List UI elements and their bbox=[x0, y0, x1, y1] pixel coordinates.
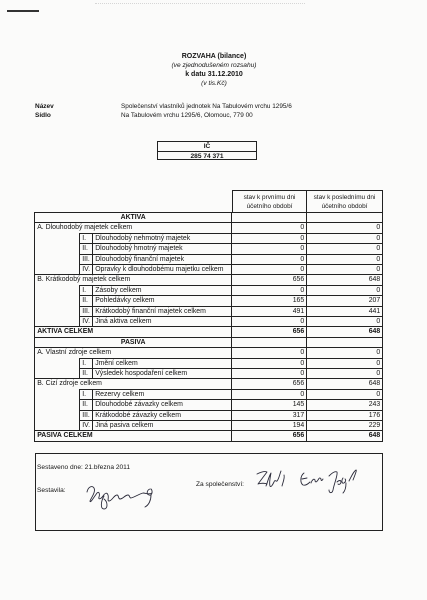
ic-box bbox=[157, 141, 257, 160]
section-heading: AKTIVA bbox=[35, 212, 232, 222]
indent-spacer bbox=[35, 368, 80, 378]
value-empty-start bbox=[232, 337, 307, 347]
item-numeral: I. bbox=[80, 233, 93, 243]
header-end-line1: stav k poslednímu dni bbox=[313, 193, 376, 201]
group-value-start: 656 bbox=[232, 378, 307, 388]
indent-spacer bbox=[35, 410, 80, 420]
currency-units: (v tis.Kč) bbox=[201, 80, 227, 87]
item-value-end: 0 bbox=[307, 368, 383, 378]
item-label: Dlouhodobý hmotný majetek bbox=[93, 243, 232, 253]
item-label: Krátkodobý finanční majetek celkem bbox=[93, 306, 232, 316]
item-label: Dlouhodobé závazky celkem bbox=[93, 399, 232, 409]
total-value-start: 656 bbox=[232, 326, 307, 336]
title-block bbox=[139, 52, 289, 88]
seat-value: Na Tabulovém vrchu 1295/6, Olomouc, 779 00 bbox=[121, 112, 253, 119]
item-label: Jmění celkem bbox=[93, 358, 232, 368]
compiler-signature bbox=[87, 487, 152, 509]
association-signature-2 bbox=[301, 470, 356, 493]
header-start-line2: účetního období bbox=[246, 203, 293, 210]
item-value-end: 0 bbox=[307, 285, 383, 295]
document-subtitle: (ve zjednodušeném rozsahu) bbox=[171, 62, 257, 69]
signatures bbox=[35, 453, 383, 531]
scan-edge-mark bbox=[7, 10, 39, 12]
item-value-end: 441 bbox=[307, 306, 383, 316]
item-value-start: 0 bbox=[232, 316, 307, 326]
item-value-start: 0 bbox=[232, 285, 307, 295]
item-value-end: 0 bbox=[307, 254, 383, 264]
group-value-end: 0 bbox=[307, 347, 383, 357]
total-value-end: 648 bbox=[307, 326, 383, 336]
item-value-end: 0 bbox=[307, 243, 383, 253]
total-label: AKTIVA CELKEM bbox=[35, 326, 232, 336]
indent-spacer bbox=[35, 243, 80, 253]
group-value-end: 648 bbox=[307, 378, 383, 388]
item-label: Pohledávky celkem bbox=[93, 295, 232, 305]
header-period-end bbox=[307, 190, 383, 212]
group-label: A. Vlastní zdroje celkem bbox=[35, 347, 232, 357]
indent-spacer bbox=[35, 358, 80, 368]
item-value-start: 0 bbox=[232, 389, 307, 399]
scan-noise bbox=[95, 3, 305, 4]
section-heading: PASIVA bbox=[35, 337, 232, 347]
indent-spacer bbox=[35, 254, 80, 264]
group-value-end: 648 bbox=[307, 274, 383, 284]
indent-spacer bbox=[35, 399, 80, 409]
item-value-start: 0 bbox=[232, 368, 307, 378]
name-label: Název bbox=[35, 103, 54, 110]
item-label: Dlouhodobý finanční majetek bbox=[93, 254, 232, 264]
item-label: Zásoby celkem bbox=[93, 285, 232, 295]
group-value-start: 0 bbox=[232, 222, 307, 232]
item-numeral: III. bbox=[80, 306, 93, 316]
total-label: PASIVA CELKEM bbox=[35, 430, 232, 440]
item-value-start: 145 bbox=[232, 399, 307, 409]
item-value-end: 0 bbox=[307, 264, 383, 274]
item-label: Krátkodobé závazky celkem bbox=[93, 410, 232, 420]
item-value-end: 229 bbox=[307, 420, 383, 430]
header-start-line1: stav k prvnímu dni bbox=[243, 193, 296, 201]
item-numeral: IV. bbox=[80, 316, 93, 326]
group-value-start: 0 bbox=[232, 347, 307, 357]
item-numeral: I. bbox=[80, 358, 93, 368]
item-value-end: 207 bbox=[307, 295, 383, 305]
balance-date: k datu 31.12.2010 bbox=[185, 71, 243, 78]
document-title: ROZVAHA (bilance) bbox=[181, 53, 247, 60]
total-value-start: 656 bbox=[232, 430, 307, 440]
seat-label: Sídlo bbox=[35, 112, 51, 119]
value-empty-end bbox=[307, 212, 383, 222]
indent-spacer bbox=[35, 389, 80, 399]
item-label: Rezervy celkem bbox=[93, 389, 232, 399]
item-numeral: II. bbox=[80, 243, 93, 253]
item-value-start: 0 bbox=[232, 243, 307, 253]
item-value-end: 0 bbox=[307, 389, 383, 399]
group-label: B. Cizí zdroje celkem bbox=[35, 378, 232, 388]
indent-spacer bbox=[35, 233, 80, 243]
item-label: Opravky k dlouhodobému majetku celkem bbox=[93, 264, 232, 274]
item-numeral: II. bbox=[80, 295, 93, 305]
header-period-start bbox=[232, 190, 307, 212]
group-value-end: 0 bbox=[307, 222, 383, 232]
value-empty-start bbox=[232, 212, 307, 222]
value-empty-end bbox=[307, 337, 383, 347]
item-value-start: 491 bbox=[232, 306, 307, 316]
indent-spacer bbox=[35, 285, 80, 295]
item-value-start: 165 bbox=[232, 295, 307, 305]
item-value-start: 0 bbox=[232, 358, 307, 368]
indent-spacer bbox=[35, 306, 80, 316]
indent-spacer bbox=[35, 316, 80, 326]
item-value-end: 0 bbox=[307, 233, 383, 243]
item-value-start: 317 bbox=[232, 410, 307, 420]
indent-spacer bbox=[35, 295, 80, 305]
item-numeral: III. bbox=[80, 254, 93, 264]
ic-value: 285 74 371 bbox=[190, 153, 224, 160]
item-value-start: 0 bbox=[232, 254, 307, 264]
item-numeral: II. bbox=[80, 368, 93, 378]
item-numeral: III. bbox=[80, 410, 93, 420]
item-label: Jiná pasiva celkem bbox=[93, 420, 232, 430]
item-numeral: IV. bbox=[80, 264, 93, 274]
balance-table bbox=[34, 212, 383, 442]
item-value-end: 243 bbox=[307, 399, 383, 409]
item-value-end: 0 bbox=[307, 358, 383, 368]
item-value-start: 0 bbox=[232, 264, 307, 274]
item-numeral: I. bbox=[80, 389, 93, 399]
item-label: Dlouhodobý nehmotný majetek bbox=[93, 233, 232, 243]
group-label: B. Krátkodobý majetek celkem bbox=[35, 274, 232, 284]
item-numeral: IV. bbox=[80, 420, 93, 430]
item-numeral: II. bbox=[80, 399, 93, 409]
association-label: Za společenství: bbox=[196, 481, 245, 488]
header-end-line2: účetního období bbox=[321, 203, 368, 210]
group-value-start: 656 bbox=[232, 274, 307, 284]
item-value-end: 176 bbox=[307, 410, 383, 420]
ic-label: IČ bbox=[158, 142, 256, 152]
association-signature-1 bbox=[257, 471, 284, 487]
item-value-start: 194 bbox=[232, 420, 307, 430]
indent-spacer bbox=[35, 264, 80, 274]
item-label: Jiná aktiva celkem bbox=[93, 316, 232, 326]
indent-spacer bbox=[35, 420, 80, 430]
name-value: Společenství vlastníků jednotek Na Tabulovém vrchu 1295/6 bbox=[121, 103, 292, 110]
compiled-date: Sestaveno dne: 21.března 2011 bbox=[37, 464, 130, 471]
total-value-end: 648 bbox=[307, 430, 383, 440]
item-value-end: 0 bbox=[307, 316, 383, 326]
item-label: Výsledek hospodaření celkem bbox=[93, 368, 232, 378]
item-value-start: 0 bbox=[232, 233, 307, 243]
item-numeral: I. bbox=[80, 285, 93, 295]
compiled-by-label: Sestavila: bbox=[37, 487, 66, 494]
group-label: A. Dlouhodobý majetek celkem bbox=[35, 222, 232, 232]
